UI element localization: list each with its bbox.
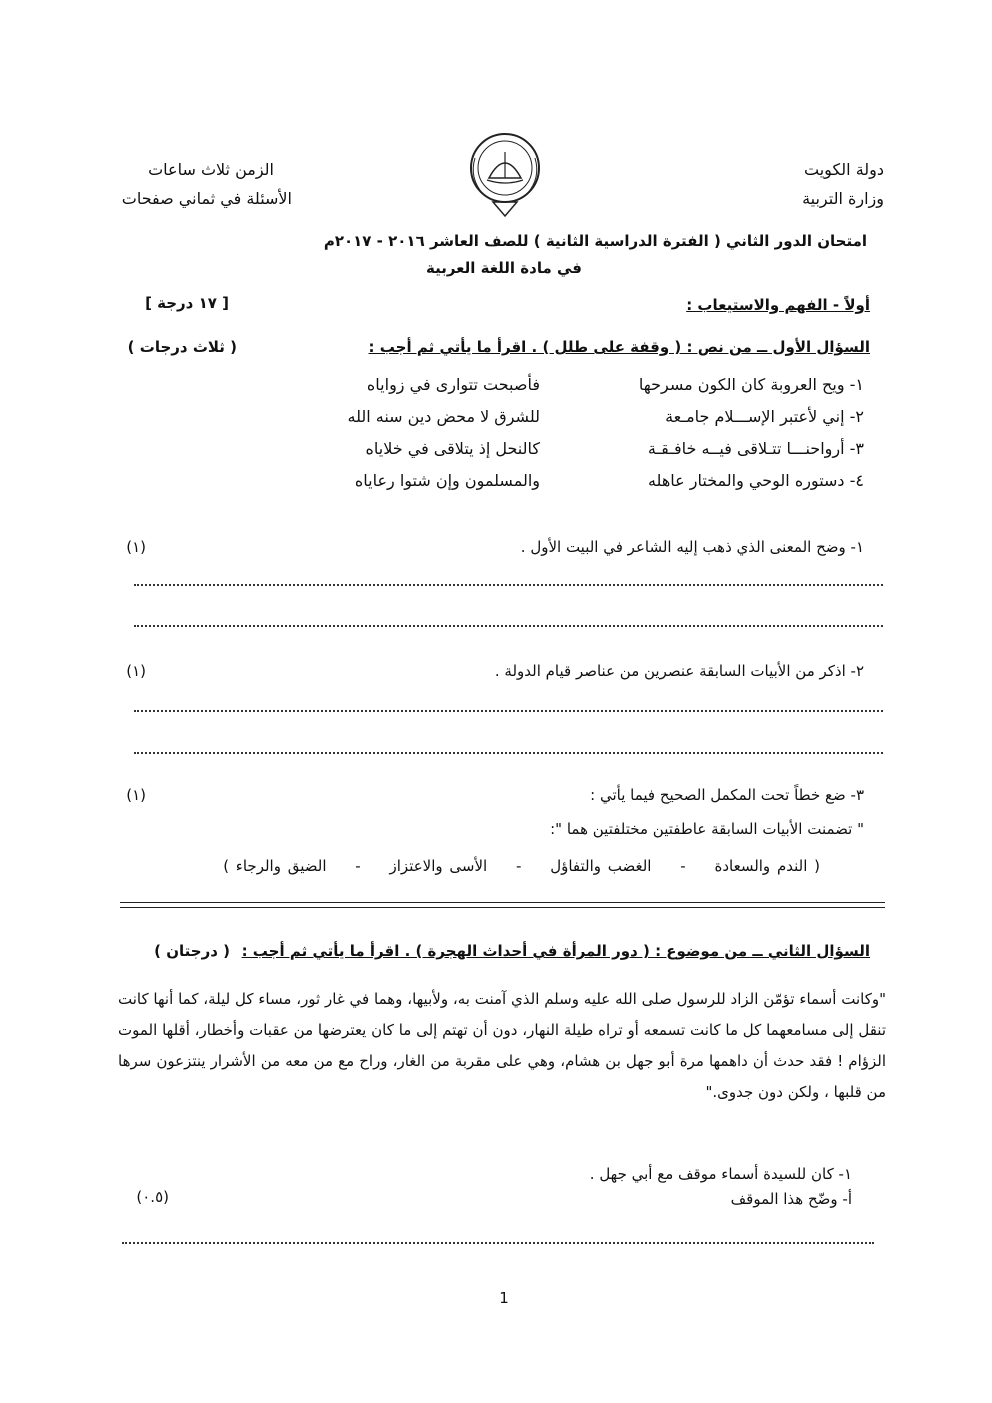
verse-3-first-half: ٣- أرواحنـــا تتـلاقى فيــه خافـقـة: [647, 439, 864, 458]
ministry-name: وزارة التربية: [802, 189, 884, 208]
verse-3-second-half: كالنحل إذ يتلاقى في خلاياه: [365, 439, 540, 458]
section-title: أولاً - الفهم والاستيعاب :: [686, 296, 870, 314]
verse-1-second-half: فأصبحت تتوارى في زواياه: [366, 375, 540, 394]
option[interactable]: ( الندم والسعادة: [714, 857, 820, 875]
question-2-title: السؤال الثاني ــ من موضوع : ( دور المرأة في أحداث الهجرة ) . اقرأ ما يأتي ثم أجب :: [241, 942, 870, 960]
verse-1-first-half: ١- ويح العروبة كان الكون مسرحها: [638, 375, 864, 394]
question-1-item-3-mark: (١): [126, 786, 146, 804]
option[interactable]: الغضب والتفاؤل: [550, 857, 652, 875]
exam-duration: الزمن ثلاث ساعات: [148, 160, 274, 179]
exam-subject: في مادة اللغة العربية: [425, 259, 582, 277]
country-name: دولة الكويت: [804, 160, 884, 179]
answer-line[interactable]: [134, 584, 883, 586]
answer-line[interactable]: [134, 752, 883, 754]
option[interactable]: الأسى والاعتزاز: [389, 857, 488, 875]
question-1-item-2: ٢- اذكر من الأبيات السابقة عنصرين من عناصر قيام الدولة .: [494, 662, 864, 680]
separator: -: [680, 857, 686, 875]
question-2-item-1a: أ- وضّح هذا الموقف: [730, 1190, 852, 1208]
question-2-item-1: ١- كان للسيدة أسماء موقف مع أبي جهل .: [589, 1165, 852, 1183]
option[interactable]: الضيق والرجاء ): [223, 857, 327, 875]
options-row: [223, 857, 820, 875]
divider: [120, 907, 885, 908]
separator: -: [355, 857, 361, 875]
divider: [120, 902, 885, 903]
exam-title: امتحان الدور الثاني ( الفترة الدراسية الثانية ) للصف العاشر ٢٠١٦ - ٢٠١٧م: [323, 232, 867, 250]
page-count: الأسئلة في ثماني صفحات: [121, 189, 292, 208]
verse-2-first-half: ٢- إني لأعتبر الإســـلام جامـعة: [665, 407, 864, 426]
question-1-item-1-mark: (١): [126, 538, 146, 556]
separator: -: [515, 857, 522, 875]
state-emblem-icon: [459, 128, 551, 220]
verse-4-second-half: والمسلمون وإن شتوا رعاياه: [354, 471, 540, 490]
question-2-marks: ( درجتان ): [154, 942, 230, 960]
question-1-title: السؤال الأول ــ من نص : ( وقفة على طلل ) . اقرأ ما يأتي ثم أجب :: [368, 338, 870, 356]
page-number: 1: [499, 1289, 509, 1307]
statement-text: " تضمنت الأبيات السابقة عاطفتين مختلفتين هما ":: [550, 820, 864, 838]
section-marks: [ ١٧ درجة ]: [145, 294, 229, 312]
answer-line[interactable]: [134, 625, 883, 627]
answer-line[interactable]: [134, 710, 883, 712]
reading-passage: "وكانت أسماء تؤمّن الزاد للرسول صلى الله عليه وسلم الذي آمنت به، ولأبيها، وهما في غار ثور، مساء كل ليلة، كما أنها كانت تنقل إلى مسامعهما كل ما كانت تسمعه أو تراه طيلة النهار، دون أن تهتم إلى ما كان يعترضها من عقبات وأخطار، أقلها الموت الزؤام ! فقد حدث أن داهمها مرة أبو جهل بن هشام، وهي على مقربة من الغار، وراح مع من معه من الأشرار ينتزعون سرها من قلبها ، ولكن دون جدوى.": [118, 990, 886, 1101]
verse-4-first-half: ٤- دستوره الوحي والمختار عاهله: [647, 471, 864, 490]
answer-line[interactable]: [122, 1242, 874, 1244]
question-1-item-2-mark: (١): [126, 662, 146, 680]
question-1-marks: ( ثلاث درجات ): [127, 338, 237, 356]
question-1-item-3: ٣- ضع خطاً تحت المكمل الصحيح فيما يأتي :: [590, 786, 864, 804]
question-2-item-1a-mark: (٠.٥): [136, 1188, 169, 1206]
verse-2-second-half: للشرق لا محض دين سنه الله: [347, 407, 540, 426]
question-1-item-1: ١- وضح المعنى الذي ذهب إليه الشاعر في البيت الأول .: [520, 538, 864, 556]
